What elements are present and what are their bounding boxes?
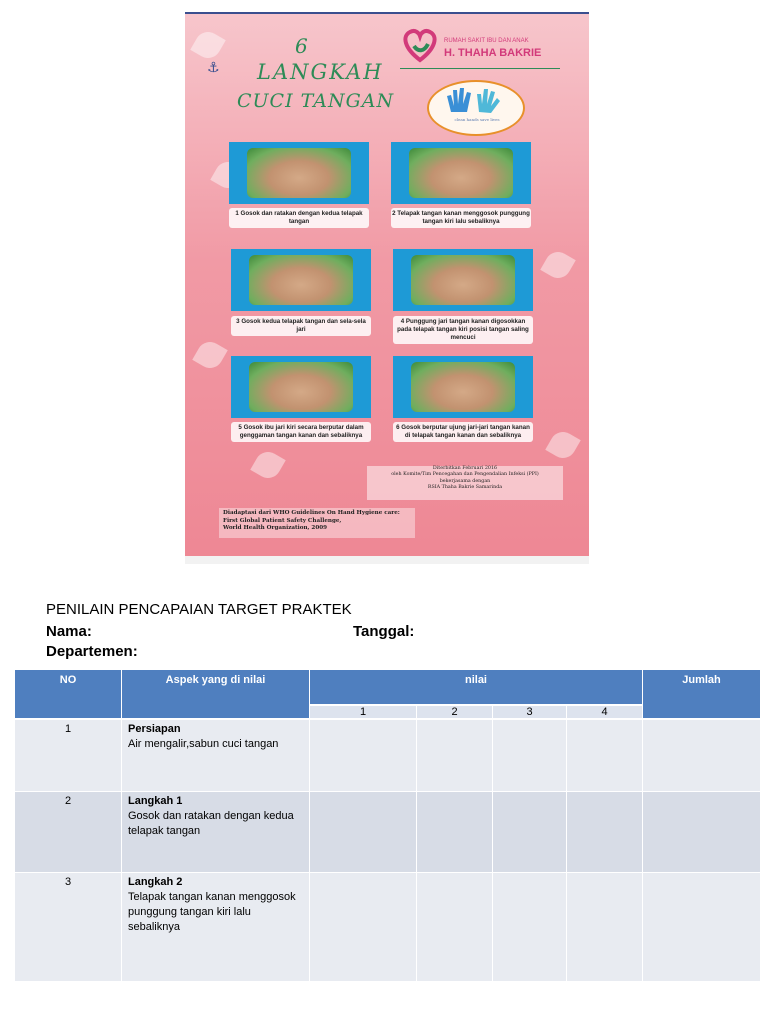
step-6-caption: 6 Gosok berputar ujung jari-jari tangan kanan di telapak tangan kanan dan sebaliknya bbox=[393, 422, 533, 442]
step-1-image bbox=[229, 142, 369, 204]
source-line: World Health Organization, 2009 bbox=[223, 525, 327, 532]
publication-line: oleh Komite/Tim Pencegahan dan Pengendalian Infeksi (PPI) bbox=[391, 472, 539, 478]
leaf-decoration bbox=[250, 447, 286, 483]
source-line: Diadaptasi dari WHO Guidelines On Hand Hygiene care: bbox=[223, 510, 400, 516]
row-3-aspect bbox=[122, 873, 309, 981]
leaf-decoration bbox=[192, 337, 228, 373]
poster-bottom-strip bbox=[185, 556, 589, 564]
name-label: Nama: bbox=[46, 623, 92, 640]
hands-icon bbox=[429, 82, 523, 118]
row-2-score-1[interactable] bbox=[310, 792, 416, 872]
row-2-no: 2 bbox=[15, 792, 121, 872]
header-score: nilai bbox=[310, 670, 642, 704]
leaf-decoration bbox=[545, 427, 581, 463]
row-1-score-2[interactable] bbox=[417, 720, 492, 791]
leaf-decoration bbox=[190, 27, 226, 63]
row-2-score-3[interactable] bbox=[493, 792, 566, 872]
row-1-total[interactable] bbox=[643, 720, 760, 791]
hand-washing-poster bbox=[185, 12, 589, 564]
form-heading: PENILAIN PENCAPAIAN TARGET PRAKTEK bbox=[46, 601, 352, 618]
poster-top-border bbox=[185, 12, 589, 14]
department-label: Departemen: bbox=[46, 643, 138, 660]
publication-line: Diterbitkan Februari 2016 bbox=[432, 466, 498, 471]
row-2-score-4[interactable] bbox=[567, 792, 642, 872]
row-3-title: Langkah 2 bbox=[128, 876, 183, 888]
source-line: First Global Patient Safety Challenge, bbox=[223, 517, 342, 524]
row-2-total[interactable] bbox=[643, 792, 760, 872]
row-2-title: Langkah 1 bbox=[128, 795, 183, 807]
row-3-desc: Telapak tangan kanan menggosok punggung tangan kiri lalu sebaliknya bbox=[128, 891, 296, 933]
poster-title-line2: CUCI TANGAN bbox=[237, 90, 395, 112]
publication-note bbox=[367, 466, 563, 500]
score-col-2: 2 bbox=[417, 706, 492, 718]
step-5-caption: 5 Gosok ibu jari kiri secara berputar dalam genggaman tangan kanan dan sebaliknya bbox=[231, 422, 371, 442]
source-note bbox=[219, 508, 415, 538]
poster-title-number: 6 bbox=[295, 34, 308, 58]
heart-logo-icon bbox=[400, 26, 440, 64]
hospital-logo bbox=[400, 20, 560, 76]
hospital-name-line1: RUMAH SAKIT IBU DAN ANAK bbox=[444, 38, 529, 44]
score-col-4: 4 bbox=[567, 706, 642, 718]
step-1-caption: 1 Gosok dan ratakan dengan kedua telapak tangan bbox=[229, 208, 369, 228]
row-1-title: Persiapan bbox=[128, 723, 181, 735]
row-3-score-2[interactable] bbox=[417, 873, 492, 981]
clean-hands-logo bbox=[427, 80, 525, 136]
row-1-aspect bbox=[122, 720, 309, 791]
row-2-desc: Gosok dan ratakan dengan kedua telapak tangan bbox=[128, 810, 294, 837]
row-3-total[interactable] bbox=[643, 873, 760, 981]
clean-hands-text: clean hands save lives bbox=[454, 117, 500, 122]
header-total: Jumlah bbox=[643, 670, 760, 718]
step-5-image bbox=[231, 356, 371, 418]
publication-line: bekerjasama dengan bbox=[439, 478, 491, 484]
leaf-decoration bbox=[540, 247, 576, 283]
step-6-image bbox=[393, 356, 533, 418]
step-3-caption: 3 Gosok kedua telapak tangan dan sela-sela jari bbox=[231, 316, 371, 336]
poster-title-line1: LANGKAH bbox=[257, 60, 384, 84]
header-no: NO bbox=[15, 670, 121, 718]
assessment-table bbox=[15, 670, 760, 981]
anchor-icon: ⚓ bbox=[207, 60, 220, 76]
row-2-aspect bbox=[122, 792, 309, 872]
step-4-caption: 4 Punggung jari tangan kanan digosokkan pada telapak tangan kiri posisi tangan saling mencuci bbox=[393, 316, 533, 344]
step-2-image bbox=[391, 142, 531, 204]
row-1-score-1[interactable] bbox=[310, 720, 416, 791]
row-3-score-3[interactable] bbox=[493, 873, 566, 981]
step-3-image bbox=[231, 249, 371, 311]
step-2-caption: 2 Telapak tangan kanan menggosok punggung tangan kiri lalu sebaliknya bbox=[391, 208, 531, 228]
step-4-image bbox=[393, 249, 533, 311]
date-label: Tanggal: bbox=[353, 623, 415, 640]
publication-line: RSIA Thaha Bakrie Samarinda bbox=[427, 485, 503, 491]
header-aspect: Aspek yang di nilai bbox=[122, 670, 309, 718]
hospital-name-line2: H. THAHA BAKRIE bbox=[444, 47, 542, 59]
row-3-score-1[interactable] bbox=[310, 873, 416, 981]
row-2-score-2[interactable] bbox=[417, 792, 492, 872]
row-3-no: 3 bbox=[15, 873, 121, 981]
row-3-score-4[interactable] bbox=[567, 873, 642, 981]
score-col-3: 3 bbox=[493, 706, 566, 718]
row-1-no: 1 bbox=[15, 720, 121, 791]
score-col-1: 1 bbox=[310, 706, 416, 718]
logo-divider bbox=[400, 68, 560, 69]
row-1-desc: Air mengalir,sabun cuci tangan bbox=[128, 738, 279, 750]
row-1-score-4[interactable] bbox=[567, 720, 642, 791]
row-1-score-3[interactable] bbox=[493, 720, 566, 791]
